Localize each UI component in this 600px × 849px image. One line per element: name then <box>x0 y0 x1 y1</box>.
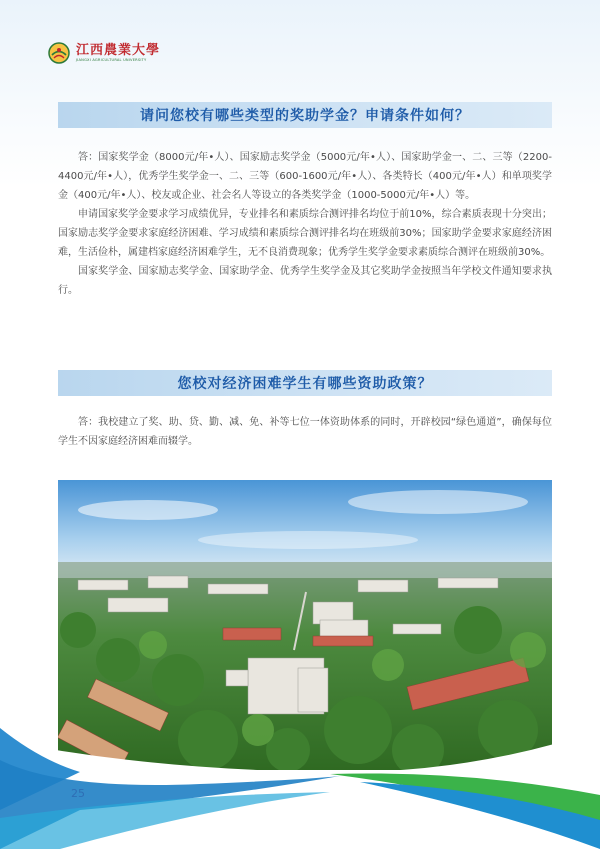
logo-english-name: JIANGXI AGRICULTURAL UNIVERSITY <box>76 57 147 62</box>
university-emblem-icon <box>48 42 70 64</box>
section2-title: 您校对经济困难学生有哪些资助政策？ <box>177 376 433 392</box>
logo-chinese-name: 江西農業大學 <box>76 42 161 58</box>
section1-paragraph: 答：国家奖学金（8000元/年•人）、国家励志奖学金（5000元/年•人）、国家助学金一、二、三等（2200-4400元/年•人），优秀学生奖学金一、二、三等（600-1600元/年•人）、各类特长（400元/年•人）和单项奖学金（400元/年•人）、校友或企业、社会名人等设立的各类奖学金（1000-5000元/年•人）等。 <box>58 152 552 201</box>
section1-heading-bar <box>58 102 552 128</box>
footer-wave-decoration <box>0 700 600 849</box>
university-logo <box>48 42 160 64</box>
section2-body <box>58 413 552 451</box>
section1-paragraph: 申请国家奖学金要求学习成绩优异，专业排名和素质综合测评排名均位于前10%，综合素质表现十分突出；国家励志奖学金要求家庭经济困难、学习成绩和素质综合测评排名均在班级前30%；国家助学金要求家庭经济困难，生活俭朴，属建档家庭经济困难学生，无不良消费现象；优秀学生奖学金要求素质综合测评在班级前30%。 <box>58 209 552 258</box>
section1-title: 请问您校有哪些类型的奖助学金？申请条件如何？ <box>140 108 470 124</box>
section2-paragraph: 答：我校建立了奖、助、贷、勤、减、免、补等七位一体资助体系的同时，开辟校园“绿色通道”，确保每位学生不因家庭经济困难而辍学。 <box>58 417 552 447</box>
section2-heading-bar <box>58 370 552 396</box>
page-number: 25 <box>71 787 85 800</box>
section1-paragraph: 国家奖学金、国家励志奖学金、国家助学金、优秀学生奖学金及其它奖助学金按照当年学校文件通知要求执行。 <box>58 266 552 296</box>
section1-body <box>58 148 552 300</box>
